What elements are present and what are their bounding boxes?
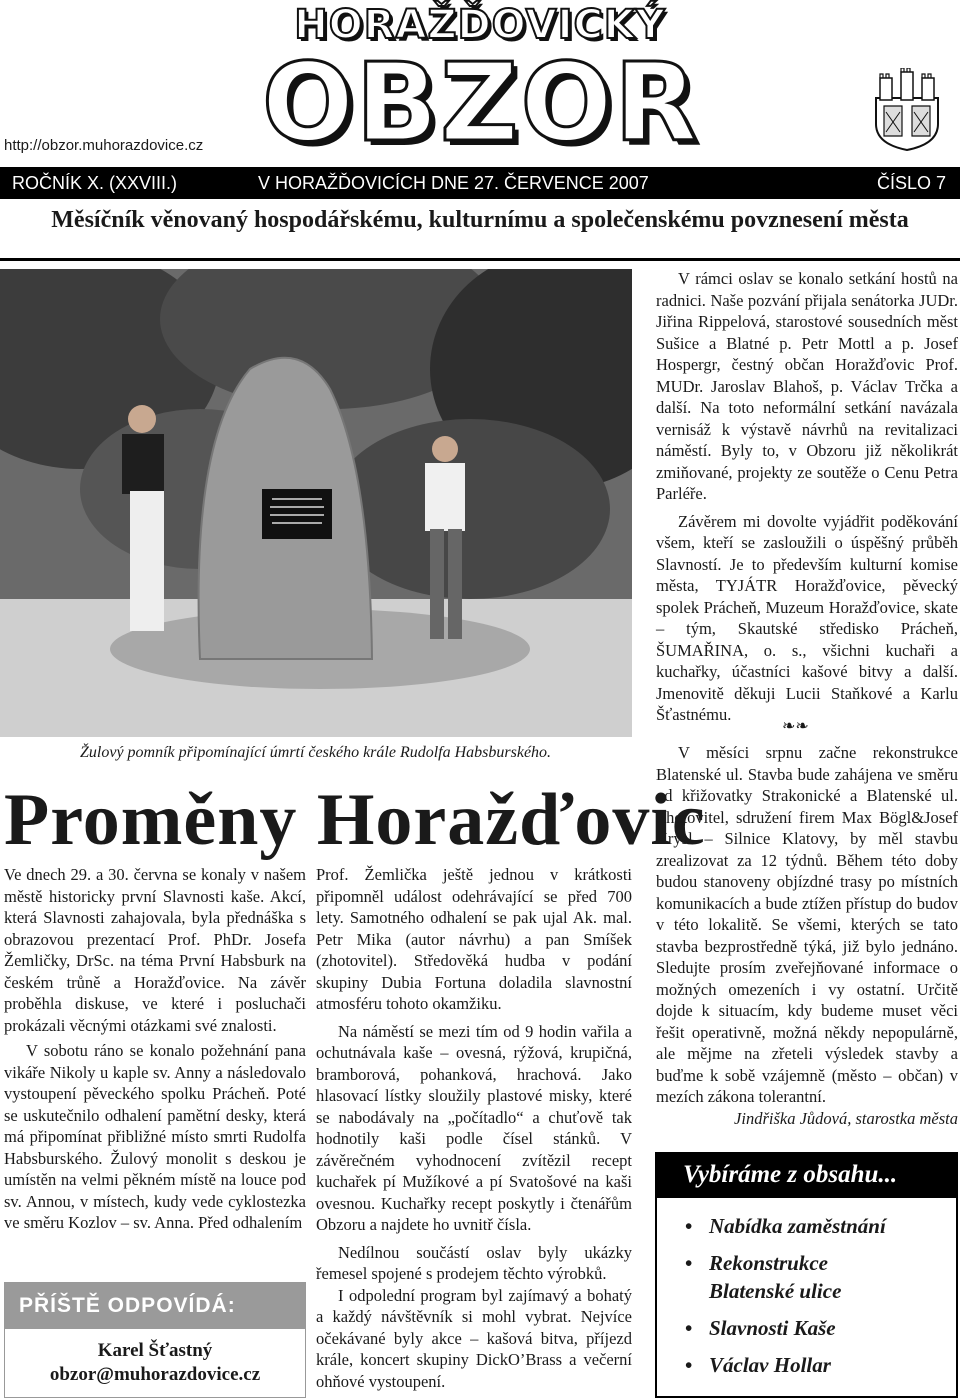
- article-column-2: [316, 864, 632, 1392]
- paragraph: V sobotu ráno se konalo požehnání pana vikáře Nikoly u kaple sv. Anny a následovalo vystoupení pěveckého spolku Prácheň. Poté se uskutečnilo odhalení pamětní desky, která má připomínat přibližné místo smrti Rudolfa Habsburského. Žulový monolit s deskou je umístěn na velmi pěkném místě na louce pod sv. Annou, v místech, kudy vede cyklostezka ve směru Kozlov – sv. Anna. Před odhalením: [4, 1041, 306, 1232]
- paragraph: V rámci oslav se konalo setkání hostů na radnici. Naše pozvání přijala senátorka JUDr. Jiřina Rippelová, starostové sousedních měst Sušice a Blatné p. Petr Mottl a p. Josef Hospergr, čestný občan Horažďovic Prof. MUDr. Jaroslav Blahoš, p. Václav Trčka a další. Na toto neformální setkání navázala vernisáž k výstavě návrhů na revitalizaci náměstí. Byly to, v Obzoru již několikrát zmiňované, projekty ze soutěže o Cenu Petra Parléře.: [656, 269, 958, 503]
- paragraph: Ve dnech 29. a 30. června se konaly v našem městě historicky první Slavnosti kaše. Akcí, která Slavnosti zahajovala, byla přednáška s obrazovou prezentací Prof. PhDr. Josefa Žemličky, DrSc. na téma První Habsburk na českém trůně a Horažďovice. Na závěr proběhla diskuse, ve které i posluchači prokázali věcnými otázkami své znalosti.: [4, 865, 306, 1035]
- masthead-title-main: OBZOR: [262, 41, 700, 166]
- site-url[interactable]: http://obzor.muhorazdovice.cz: [4, 137, 204, 154]
- next-respondent-heading: PŘÍŠTĚ ODPOVÍDÁ:: [5, 1283, 305, 1329]
- issue-date: V HORAŽĎOVICÍCH DNE 27. ČERVENCE 2007: [258, 173, 649, 193]
- paragraph: Na náměstí se mezi tím od 9 hodin vařila a ochutnávala kaše – ovesná, rýžová, krupičná, bramborová, pohanková, hrachová. Jako hlasovací lístky sloužily plastové misky, které se nabodávaly na „počítadlo“ a chuťově tak hodnotily kaši podle čísel stánků. V závěrečném vyhodnocení zvítězil recept kuchařek pí Mužíkové a pí Svatošové na kaši ovesnou. Kuchařky recept poskytly i čtenářům Obzoru a najdete ho uvnitř čísla.: [316, 1021, 632, 1234]
- paragraph: Nedílnou součástí oslav byly ukázky řemesel spojené s prodejem těchto výrobků.: [316, 1242, 632, 1283]
- issue-number: ČÍSLO 7: [876, 173, 946, 193]
- article-headline: Proměny Horažďovic: [4, 779, 706, 861]
- respondent-email[interactable]: obzor@muhorazdovice.cz: [49, 1364, 261, 1385]
- contents-box: [655, 1152, 958, 1398]
- contents-item[interactable]: • Slavnosti Kaše: [685, 1314, 956, 1342]
- section-ornament: ❧❧: [782, 718, 809, 735]
- contents-heading: Vybíráme z obsahu...: [657, 1154, 956, 1198]
- photo-caption: Žulový pomník připomínající úmrtí českého krále Rudolfa Habsburského.: [80, 744, 552, 761]
- masthead-divider: [0, 258, 960, 261]
- paragraph: I odpolední program byl zajímavý a bohatý a každý návštěvník si mohl vybrat. Nejvíce očekávané byly akce – kašová bitva, příjezd krále, koncert skupiny DickO’Brass a večerní ohňové vystoupení.: [316, 1285, 632, 1391]
- contents-list: [657, 1198, 956, 1379]
- respondent-name: Karel Šťastný: [97, 1340, 213, 1361]
- article-column-4: [656, 742, 958, 1129]
- tagline: Měsíčník věnovaný hospodářskému, kulturnímu a společenskému povznesení města: [51, 207, 909, 233]
- contents-item[interactable]: • Václav Hollar: [685, 1351, 956, 1379]
- issue-volume: ROČNÍK X. (XXVIII.): [12, 173, 178, 193]
- paragraph: Závěrem mi dovolte vyjádřit poděkování všem, kteří se zasloužili o úspěšný průběh Slavností. Je to především kulturní komise města, TYJÁTR Horažďovice, pěvecký spolek Prácheň, Muzeum Horažďovice, skate – tým, Skautské středisko Prácheň, ŠUMAŘINA, o. s., všichni kuchaři a kuchařky, účastníci kašové bitvy a další. Jmenovitě děkuji Lucii Staňkové a Karlu Šťastnému.: [656, 511, 958, 724]
- article-column-3: [656, 268, 958, 726]
- contents-item[interactable]: • Rekonstrukce Blatenské ulice: [685, 1249, 865, 1305]
- next-respondent-box: [4, 1282, 306, 1398]
- paragraph: Prof. Žemlička ještě jednou v krátkosti připomněl událost odehrávající se před 700 lety. Samotného odhalení se pak ujal Ak. mal. Petr Mika (autor návrhu) a pan Smíšek (zhotovitel). Středověká hudba v podání skupiny Dubia Fortuna doladila slavnostní atmosféru tohoto okamžiku.: [316, 865, 632, 1013]
- town-crest-icon: [872, 68, 942, 152]
- paragraph: V měsíci srpnu začne rekonstrukce Blatenské ul. Stavba bude zahájena ve směru od křižovatky Strakonické a Blatenské ul. Zhotovitel, sdružení firem Max Bögl&Josef Krýsl – Silnice Klatovy, by měl stavbu zrealizovat za 12 týdnů. Během této doby budou stanoveny objízdné trasy po místních komunikacích a bude ztížen přístup do budov v této lokalitě. Se všemi, kterých se tato stavba bezprostředně týká, již bylo jednáno. Sledujte prosím zveřejňované informace o možných omezeních i vy ostatní. Určitě dojde k situacím, kdy budeme muset věci řešit operativně, možná někdy nepopulárně, ale mějme na zřeteli výsledek stavby a buďme k sobě vzájemně (město – občan) v mezích zákona tolerantní.: [656, 743, 958, 1106]
- article-column-1: [4, 864, 306, 1234]
- masthead-title-top: HORAŽĎOVICKÝ: [294, 2, 666, 48]
- contents-item[interactable]: • Nabídka zaměstnání: [685, 1212, 956, 1240]
- author-signature: Jindřiška Jůdová, starostka města: [734, 1108, 958, 1128]
- monument-photo: [0, 269, 632, 737]
- issue-bar: [0, 167, 960, 199]
